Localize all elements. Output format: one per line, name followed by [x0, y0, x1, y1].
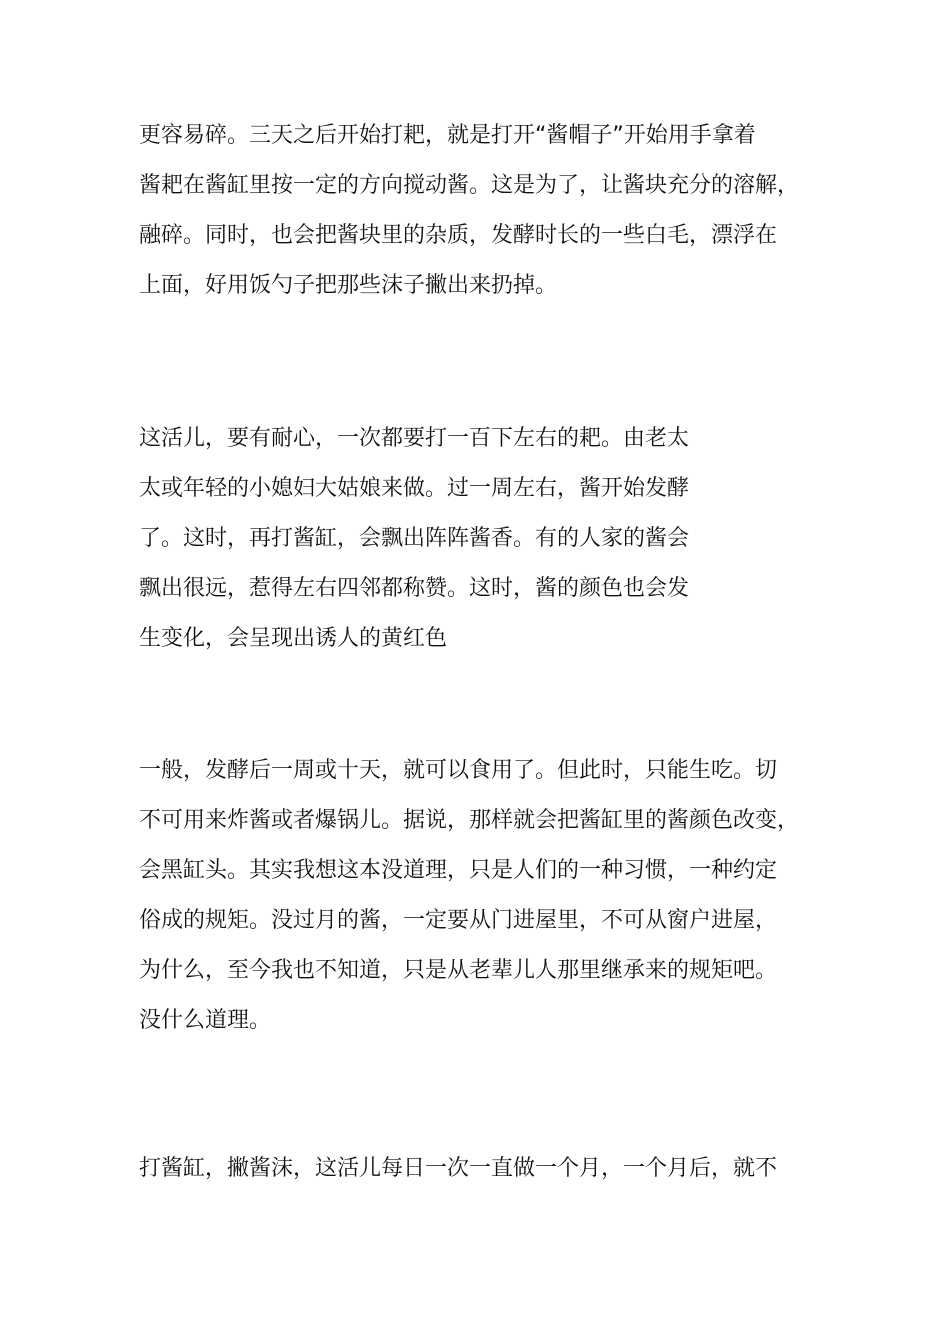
text-line: 不可用来炸酱或者爆锅儿。据说，那样就会把酱缸里的酱颜色改变，: [139, 808, 800, 833]
text-line: 了。这时，再打酱缸，会飘出阵阵酱香。有的人家的酱会: [139, 526, 690, 551]
text-line: 打酱缸，撇酱沫，这活儿每日一次一直做一个月，一个月后，就不: [139, 1156, 778, 1181]
text-line: 太或年轻的小媳妇大姑娘来做。过一周左右，酱开始发酵: [139, 476, 690, 501]
text-line: 没什么道理。: [139, 1008, 272, 1033]
text-line: 为什么，至今我也不知道，只是从老辈儿人那里继承来的规矩吧。: [139, 958, 778, 983]
text-line: 一般，发酵后一周或十天，就可以食用了。但此时，只能生吃。切: [139, 758, 778, 783]
text-line: 俗成的规矩。没过月的酱，一定要从门进屋里，不可从窗户进屋，: [139, 908, 778, 933]
text-line: 融碎。同时，也会把酱块里的杂质，发酵时长的一些白毛，漂浮在: [139, 223, 778, 248]
paragraph-1: [139, 111, 799, 311]
text-line: 会黑缸头。其实我想这本没道理，只是人们的一种习惯，一种约定: [139, 858, 778, 883]
text-line: 这活儿，要有耐心，一次都要打一百下左右的耙。由老太: [139, 426, 690, 451]
paragraph-2: [139, 414, 689, 664]
text-line: 飘出很远，惹得左右四邻都称赞。这时，酱的颜色也会发: [139, 576, 690, 601]
paragraph-4: [139, 1144, 777, 1194]
paragraph-3: [139, 746, 799, 1046]
text-line: 酱耙在酱缸里按一定的方向搅动酱。这是为了，让酱块充分的溶解，: [139, 173, 800, 198]
text-line: 生变化，会呈现出诱人的黄红色: [139, 626, 448, 651]
text-line: 更容易碎。三天之后开始打耙，就是打开“酱帽子”开始用手拿着: [139, 123, 756, 148]
text-line: 上面，好用饭勺子把那些沫子撇出来扔掉。: [139, 273, 558, 298]
